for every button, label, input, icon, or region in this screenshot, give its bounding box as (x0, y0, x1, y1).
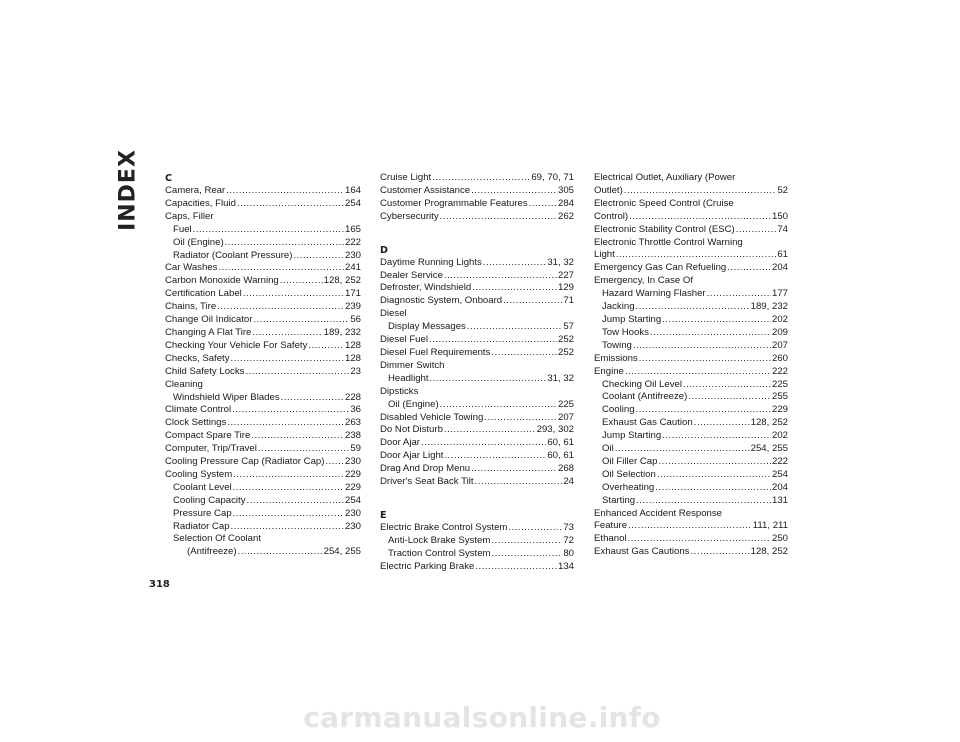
section-title-index: INDEX (115, 149, 141, 231)
index-subentry: Overheating ..... 204 (594, 482, 788, 495)
index-column-2 (380, 172, 574, 574)
index-heading: Electronic Throttle Control Warning (594, 236, 743, 248)
index-entry: Driver's Seat Back Tilt ..... 24 (380, 476, 574, 489)
index-heading: Caps, Filler (165, 210, 214, 222)
index-subentry: Anti-Lock Brake System ..... 72 (380, 535, 574, 548)
index-entry: Dealer Service ..... 227 (380, 270, 574, 283)
index-entry: Disabled Vehicle Towing ..... 207 (380, 412, 574, 425)
index-entry: Changing A Flat Tire ..... 189, 232 (165, 327, 361, 340)
index-column-1 (165, 172, 361, 559)
index-entry: Electric Brake Control System ..... 73 (380, 522, 574, 535)
index-entry: Change Oil Indicator ..... 56 (165, 314, 361, 327)
index-entry: Compact Spare Tire ..... 238 (165, 430, 361, 443)
section-letter: E (380, 509, 387, 521)
index-entry: Camera, Rear ..... 164 (165, 185, 361, 198)
index-entry: Emissions ..... 260 (594, 353, 788, 366)
index-subentry: Hazard Warning Flasher ..... 177 (594, 288, 788, 301)
index-entry: Engine ..... 222 (594, 366, 788, 379)
index-subentry: Display Messages ..... 57 (380, 321, 574, 334)
index-entry: Daytime Running Lights ..... 31, 32 (380, 257, 574, 270)
index-entry: Exhaust Gas Cautions ..... 128, 252 (594, 546, 788, 559)
section-letter: D (380, 244, 388, 256)
index-entry: Electronic Stability Control (ESC) ..... 74 (594, 224, 788, 237)
index-entry: Cruise Light ..... 69, 70, 71 (380, 172, 574, 185)
index-entry: Cooling System ..... 229 (165, 469, 361, 482)
index-entry: Certification Label ..... 171 (165, 288, 361, 301)
index-entry: Electric Parking Brake ..... 134 (380, 561, 574, 574)
index-entry: Checking Your Vehicle For Safety ..... 128 (165, 340, 361, 353)
index-entry: Computer, Trip/Travel ..... 59 (165, 443, 361, 456)
index-entry: Diesel Fuel Requirements ..... 252 (380, 347, 574, 360)
index-heading: Dipsticks (380, 385, 419, 397)
index-subentry: Oil (Engine) ..... 222 (165, 237, 361, 250)
index-subentry: Pressure Cap ..... 230 (165, 508, 361, 521)
index-subentry: Jump Starting ..... 202 (594, 314, 788, 327)
index-subentry: Coolant (Antifreeze) ..... 255 (594, 391, 788, 404)
index-subheading: Selection Of Coolant (173, 533, 261, 545)
index-entry: Carbon Monoxide Warning ..... 128, 252 (165, 275, 361, 288)
index-subentry: (Antifreeze) ..... 254, 255 (165, 546, 361, 559)
index-subentry: Oil (Engine) ..... 225 (380, 399, 574, 412)
index-entry: Light ..... 61 (594, 249, 788, 262)
section-letter: C (165, 173, 173, 184)
index-entry: Door Ajar Light ..... 60, 61 (380, 450, 574, 463)
index-entry: Do Not Disturb ..... 293, 302 (380, 424, 574, 437)
index-entry: Customer Programmable Features ..... 284 (380, 198, 574, 211)
index-entry: Child Safety Locks ..... 23 (165, 366, 361, 379)
watermark: carmanualsonline.info (303, 701, 661, 734)
index-heading: Electronic Speed Control (Cruise (594, 197, 734, 209)
index-entry: Car Washes ..... 241 (165, 262, 361, 275)
index-subentry: Headlight ..... 31, 32 (380, 373, 574, 386)
index-entry: Emergency Gas Can Refueling ..... 204 (594, 262, 788, 275)
index-entry: Feature ..... 111, 211 (594, 520, 788, 533)
index-column-3 (594, 172, 788, 559)
index-subentry: Fuel ..... 165 (165, 224, 361, 237)
index-entry: Checks, Safety ..... 128 (165, 353, 361, 366)
index-entry: Customer Assistance ..... 305 (380, 185, 574, 198)
index-subentry: Jump Starting ..... 202 (594, 430, 788, 443)
index-entry: Cybersecurity ..... 262 (380, 211, 574, 224)
index-heading: Electrical Outlet, Auxiliary (Power (594, 172, 736, 183)
index-heading: Diesel (380, 308, 407, 320)
index-entry: Diagnostic System, Onboard ..... 71 (380, 295, 574, 308)
index-subentry: Radiator (Coolant Pressure) ..... 230 (165, 250, 361, 263)
index-subentry: Towing ..... 207 (594, 340, 788, 353)
index-entry: Chains, Tire ..... 239 (165, 301, 361, 314)
index-subentry: Coolant Level ..... 229 (165, 482, 361, 495)
index-subentry: Checking Oil Level ..... 225 (594, 379, 788, 392)
index-entry: Climate Control ..... 36 (165, 404, 361, 417)
index-subentry: Starting ..... 131 (594, 495, 788, 508)
index-heading: Emergency, In Case Of (594, 275, 693, 287)
index-entry: Control) ..... 150 (594, 211, 788, 224)
index-subentry: Cooling ..... 229 (594, 404, 788, 417)
index-subentry: Traction Control System ..... 80 (380, 548, 574, 561)
index-entry: Drag And Drop Menu ..... 268 (380, 463, 574, 476)
index-entry: Door Ajar ..... 60, 61 (380, 437, 574, 450)
index-heading: Dimmer Switch (380, 359, 445, 371)
index-entry: Clock Settings ..... 263 (165, 417, 361, 430)
index-subentry: Oil Selection ..... 254 (594, 469, 788, 482)
index-subentry: Oil ..... 254, 255 (594, 443, 788, 456)
index-heading: Enhanced Accident Response (594, 507, 723, 519)
index-subentry: Cooling Capacity ..... 254 (165, 495, 361, 508)
index-subentry: Jacking ..... 189, 232 (594, 301, 788, 314)
index-entry: Cooling Pressure Cap (Radiator Cap) ..... 230 (165, 456, 361, 469)
index-subentry: Windshield Wiper Blades ..... 228 (165, 392, 361, 405)
page-number: 318 (149, 579, 170, 590)
index-entry: Capacities, Fluid ..... 254 (165, 198, 361, 211)
index-subentry: Tow Hooks ..... 209 (594, 327, 788, 340)
index-subentry: Exhaust Gas Caution ..... 128, 252 (594, 417, 788, 430)
index-entry: Outlet) ..... 52 (594, 185, 788, 198)
index-entry: Diesel Fuel ..... 252 (380, 334, 574, 347)
index-subentry: Oil Filler Cap ..... 222 (594, 456, 788, 469)
index-entry: Defroster, Windshield ..... 129 (380, 282, 574, 295)
index-heading: Cleaning (165, 378, 203, 390)
index-subentry: Radiator Cap ..... 230 (165, 521, 361, 534)
index-entry: Ethanol ..... 250 (594, 533, 788, 546)
